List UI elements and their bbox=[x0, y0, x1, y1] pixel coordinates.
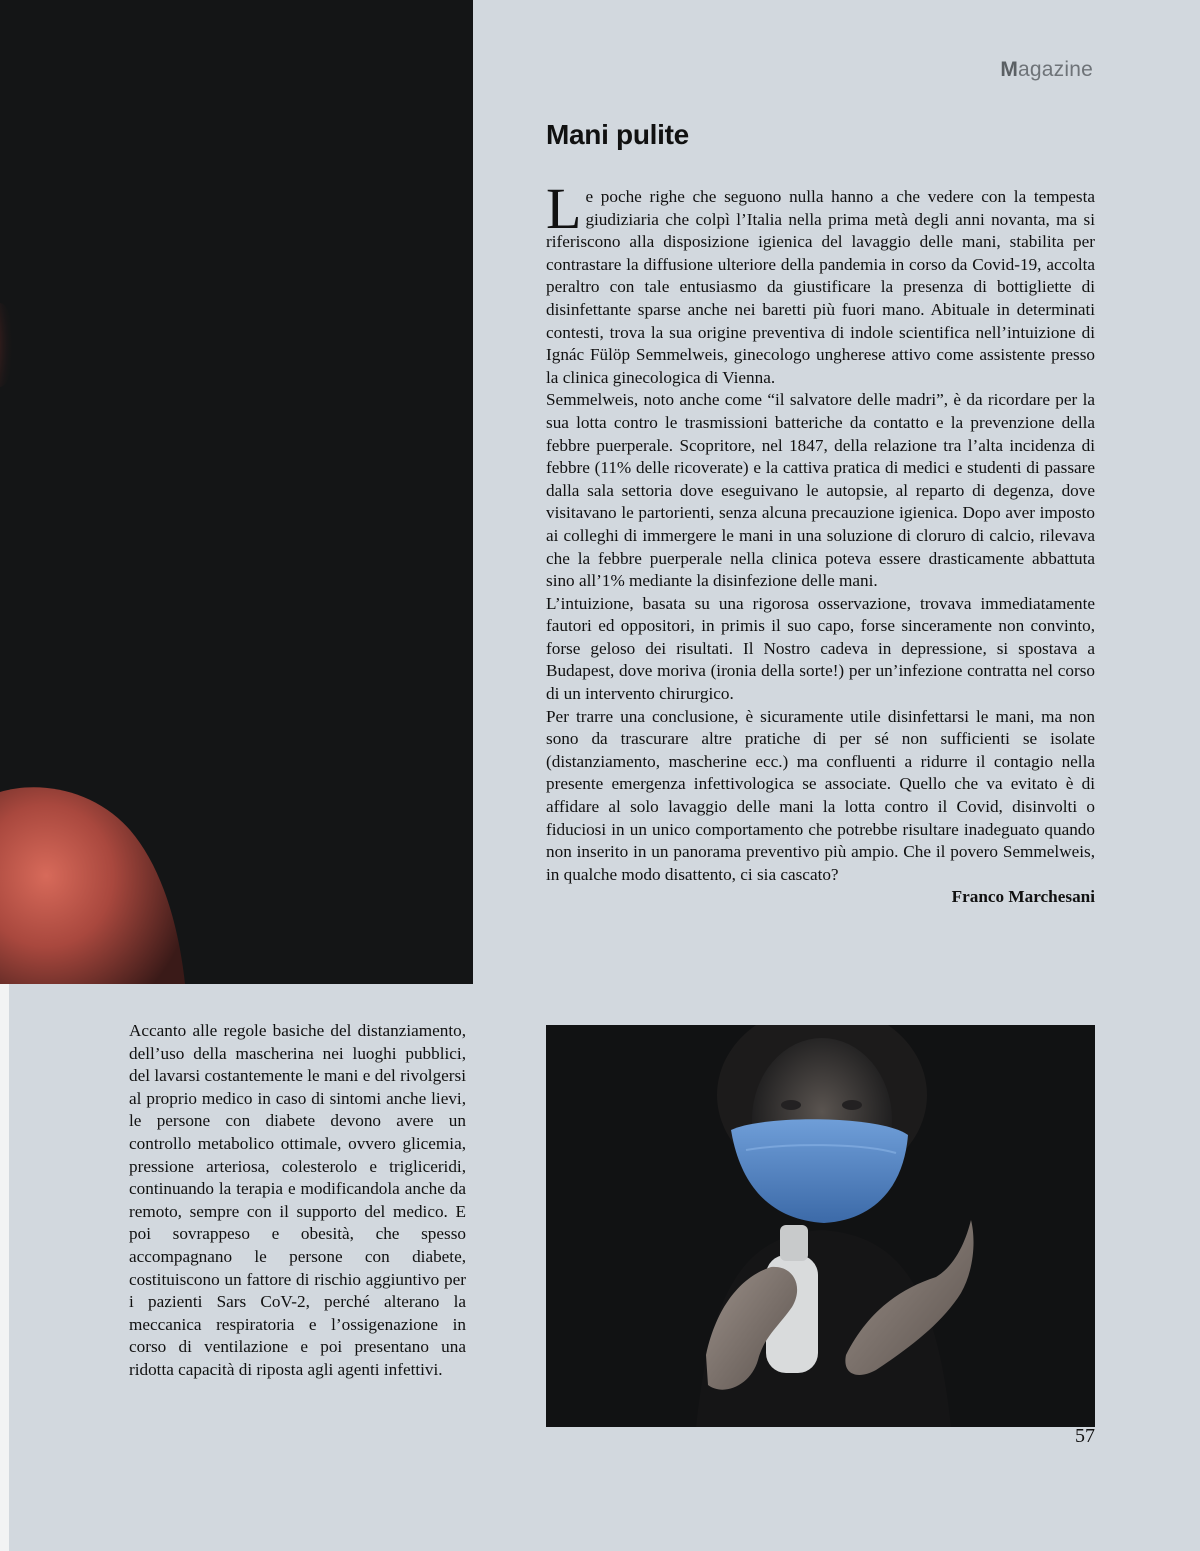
sanitizer-photo bbox=[546, 1025, 1095, 1427]
article-author: Franco Marchesani bbox=[951, 887, 1095, 907]
sidebar-text: Accanto alle regole basiche del distanziamento, dell’uso della mascherina nei luoghi pubblici, del lavarsi costantemente le mani e del rivolgersi al proprio medico in caso di sintomi anche lievi, le persone con diabete devono avere un controllo metabolico ottimale, ovvero glicemia, pressione arteriosa, colesterolo e trigliceridi, continuando la terapia e modificandola anche da remoto, sempre con il supporto del medico. E poi sovrappeso e obesità, che spesso accompagnano le persone con diabete, costituiscono un fattore di rischio aggiuntivo per i pazienti Sars CoV-2, perché alterano la meccanica respiratoria e l’ossigenazione in corso di ventilazione e poi presentano una ridotta capacità di riposta agli agenti infettivi. bbox=[129, 1021, 466, 1379]
drop-cap: L bbox=[546, 176, 582, 241]
article-body bbox=[546, 176, 1095, 909]
article-paragraph-4: Per trarre una conclusione, è sicuramente utile disinfettarsi le mani, ma non sono da trascurare altre pratiche di per sé non sufficienti se isolate (distanziamento, mascherine ecc.) ma confluenti a ridurre il contagio nella presente emergenza infettivologica se associate. Quello che va evitato è di affidare al solo lavaggio delle mani la lotta contro il Covid, disinvolti o fiduciosi in un unico comportamento che potrebbe risultare inadeguato quando non inserito in un panorama preventivo più ampio. Che il povero Semmelweis, in qualche modo disattento, ci sia cascato? bbox=[546, 706, 1095, 884]
shoulder-silhouette-illustration bbox=[0, 0, 473, 984]
sanitizer-photo-illustration bbox=[546, 1025, 1095, 1427]
section-label bbox=[1000, 58, 1093, 82]
article-paragraph-1 bbox=[546, 176, 1095, 389]
article-paragraph-3: L’intuizione, basata su una rigorosa osservazione, trovava immediatamente fautori ed oppositori, in primis il suo capo, forse sinceramente non convinto, forse geloso dei risultati. Il Nostro cadeva in depressione, si spostava a Budapest, dove moriva (ironia della sorte!) per un’infezione contratta nel corso di un intervento chirurgico. bbox=[546, 593, 1095, 704]
section-label-rest: agazine bbox=[1018, 58, 1093, 81]
article-title: Mani pulite bbox=[546, 119, 689, 150]
hero-photo bbox=[0, 0, 473, 984]
page-edge-strip bbox=[0, 984, 9, 1551]
section-label-initial: M bbox=[1000, 58, 1019, 81]
page-number: 57 bbox=[1075, 1425, 1095, 1447]
article-paragraph-2: Semmelweis, noto anche come “il salvatore delle madri”, è da ricordare per la sua lotta contro le trasmissioni batteriche da contatto e la prevenzione della febbre puerperale. Scopritore, nel 1847, della relazione tra l’alta incidenza di febbre (11% delle ricoverate) e la cattiva pratica di medici e studenti di passare dalla sala settoria dove eseguivano le autopsie, al reparto di degenza, dove visitavano le partorienti, senza alcuna precauzione igienica. Dopo aver imposto ai colleghi di immergere le mani in una soluzione di cloruro di calcio, rilevava che la febbre puerperale nella clinica poteva essere drasticamente abbattuta sino all’1% mediante la disinfezione delle mani. bbox=[546, 390, 1095, 591]
article-paragraph-1-text: e poche righe che seguono nulla hanno a che vedere con la tempesta giudiziaria che colpì l’Italia nella prima metà degli anni novanta, ma si riferiscono alla disposizione igienica del lavaggio delle mani, stabilita per contrastare la diffusione ulteriore della pandemia in corso da Covid-19, accolta peraltro con tale entusiasmo da giustificare la presenza di bottigliette di disinfettante sparse anche nei baretti più fuori mano. Abituale in determinati contesti, trova la sua origine preventiva di indole scientifica nell’intuizione di Ignác Fülöp Semmelweis, ginecologo ungherese attivo come assistente presso la clinica ginecologica di Vienna. bbox=[546, 187, 1095, 387]
